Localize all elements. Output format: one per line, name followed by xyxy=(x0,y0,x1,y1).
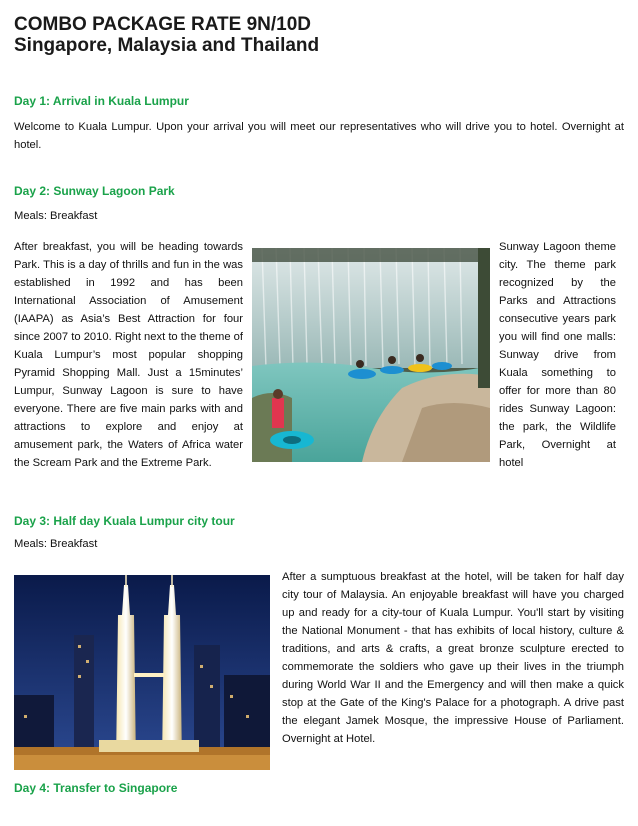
sunway-lagoon-photo xyxy=(252,248,490,462)
day3-heading: Day 3: Half day Kuala Lumpur city tour xyxy=(14,514,235,528)
day1-text: Welcome to Kuala Lumpur. Upon your arrival you will meet our representatives who will drive you to hotel. Overnight at hotel. xyxy=(14,121,624,151)
package-title: COMBO PACKAGE RATE 9N/10D xyxy=(14,14,311,35)
day4-heading: Day 4: Transfer to Singapore xyxy=(14,781,178,795)
page-title xyxy=(14,14,319,56)
package-subtitle: Singapore, Malaysia and Thailand xyxy=(14,35,320,56)
day1-heading: Day 1: Arrival in Kuala Lumpur xyxy=(14,94,189,108)
day3-text: After a sumptuous breakfast at the hotel, will be taken for half day city tour of Malaysia. An enjoyable breakfast will have you charged up and ready for a city-tour of Kuala Lumpur. You'll start by visiting the National Monument - that has exhibits of local history, culture & traditions, and arts & crafts, a great bronze sculpture erected to commemorate the soldiers who gave up their lives in the triumph during World War II and the Emergency and will then make a quick stop at the Gate of the King's Palace for a photograph. A drive past the elegant Jamek Mosque, the impressive House of Parliament. Overnight at Hotel. xyxy=(282,571,624,745)
petronas-towers-photo xyxy=(14,575,270,770)
day2-text-left: After breakfast, you will be heading towards Park. This is a day of thrills and fun in the was established in 1992 and has been International Association of Amusement (IAAPA) as Asia’s Best Attraction for four since 2007 to 2010. Right next to the theme of Kuala Lumpur’s most popular shopping Pyramid Shopping Mall. Just a 15minutes’ Lumpur, Sunway Lagoon is sure to have everyone. There are five main parks with and attractions to explore and enjoy at amusement park, the Waters of Africa water the Scream Park and the Extreme Park. xyxy=(14,241,243,469)
day3-meals: Meals: Breakfast xyxy=(14,538,98,550)
day2-meals: Meals: Breakfast xyxy=(14,210,98,222)
day2-text-right: Sunway Lagoon theme city. The theme park recognized by the Parks and Attractions consecutive years park you will find one malls: Sunway drive from Kuala something to offer for more than 80 rides Sunway Lagoon: the park, the Wildlife Park, Overnight at hotel xyxy=(499,241,616,469)
day2-heading: Day 2: Sunway Lagoon Park xyxy=(14,184,175,198)
